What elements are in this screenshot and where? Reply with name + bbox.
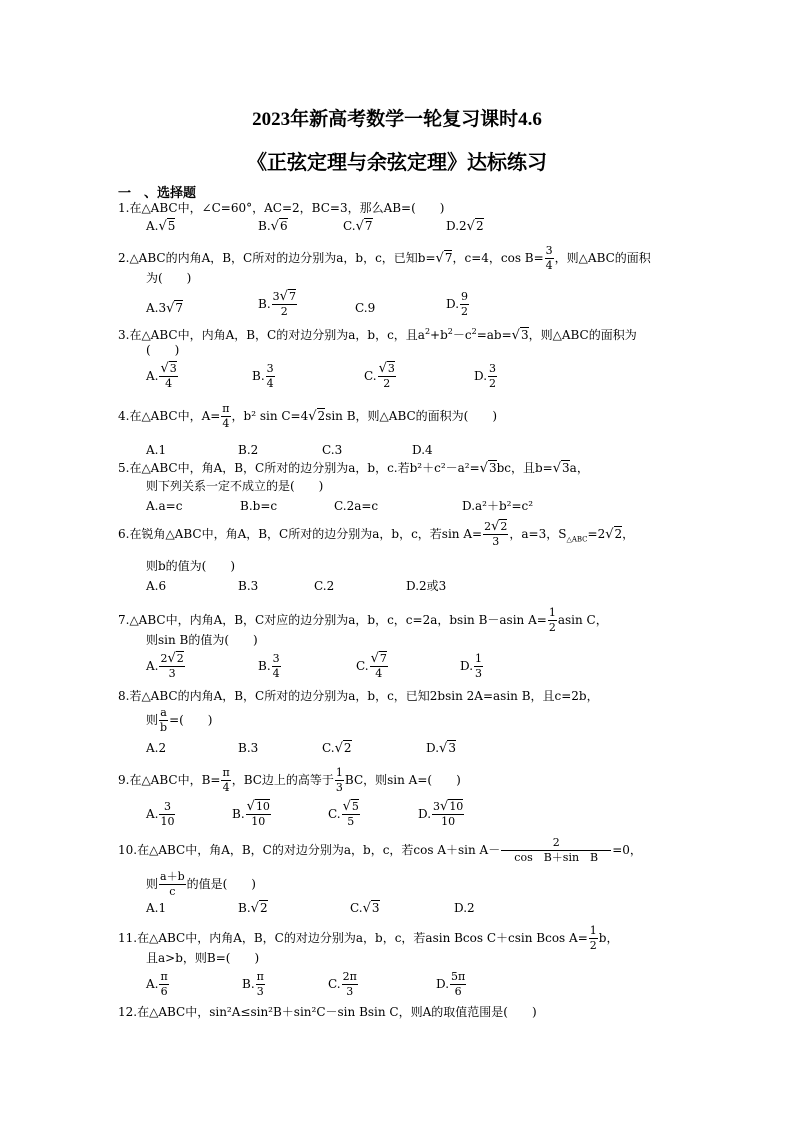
question-stem-cont: 为( ) [146,271,192,285]
question-stem: 2.△ABC的内角A，B，C所对的边分别为a，b，c，已知b=√7，c=4，cos B= $\frac{3}{4}$ ，则△ABC的面积 [118,244,651,272]
option-c: C. $\frac{√3}{2}$ [364,361,395,390]
option-d: D.2√2 [446,219,484,234]
option-c: C.2a=c [334,499,379,513]
option-c: C.√2 [322,741,352,756]
option-d: D.4 [412,443,433,457]
option-a: A.3√7 [146,301,184,316]
option-c: C.√3 [350,901,380,916]
option-c: C.√7 [343,219,373,234]
option-a: A.1 [146,443,167,457]
question-stem-cont: 且a>b，则B=( ) [146,951,260,965]
option-c: C.3 [322,443,343,457]
option-b: B. $\frac{\pi}{3}$ [242,970,264,998]
option-a: A. $\frac{3}{10}$ [146,800,175,828]
option-d: D. $\frac{1}{3}$ [460,652,483,680]
option-d: D.2或3 [406,579,447,593]
question-stem: 6.在锐角△ABC中，角A，B，C所对的边分别为a，b，c，若sin A= $\frac{2√2}{3}$ ，a=3，$S_{\triangle ABC}=2√2$， [118,519,635,548]
document-title: 2023年新高考数学一轮复习课时4.6 [252,109,542,130]
option-c: C.9 [355,301,376,315]
option-d: D. $\frac{5\pi}{6}$ [436,970,466,998]
question-stem-cont: 则 $\frac{a}{b}$ =( ) [146,706,213,734]
option-a: A. $\frac{√3}{4}$ [146,361,177,390]
option-a: A.2 [146,741,167,755]
option-a: A. $\frac{\pi}{6}$ [146,970,168,998]
option-b: B. $\frac{3}{4}$ [258,652,280,680]
option-c: C. $\frac{√5}{5}$ [328,799,359,828]
option-d: D. $\frac{3}{2}$ [474,362,497,390]
option-b: B. $\frac{3√7}{2}$ [258,289,296,318]
option-c: C.2 [314,579,335,593]
option-a: A. $\frac{2√2}{3}$ [146,651,184,680]
option-b: B.b=c [240,499,278,513]
document-subtitle: 《正弦定理与余弦定理》达标练习 [247,152,547,174]
question-stem: 12.在△ABC中，sin²A≤sin²B＋sin²C－sin Bsin C，则A的取值范围是( ) [118,1005,537,1019]
option-d: D. $\frac{3√10}{10}$ [418,799,464,828]
option-b: B. $\frac{√10}{10}$ [232,799,270,828]
question-stem: 4.在△ABC中，A= $\frac{\pi}{4}$ ，b² sin C=4√2sin B，则△ABC的面积为( ) [118,402,498,430]
question-stem: 9.在△ABC中，B= $\frac{\pi}{4}$ ，BC边上的高等于 $\frac{1}{3}$ BC，则sin A=( ) [118,766,461,794]
option-a: A.a=c [146,499,183,513]
question-stem: 8.若△ABC的内角A，B，C所对的边分别为a，b，c，已知2bsin 2A=asin B，且c=2b， [118,689,599,703]
option-b: B. $\frac{3}{4}$ [252,362,274,390]
question-stem-cont: 则sin B的值为( ) [146,633,258,647]
question-stem-cont: 则下列关系一定不成立的是( ) [146,479,324,493]
option-b: B.2 [238,443,259,457]
option-c: C. $\frac{2\pi}{3}$ [328,970,357,998]
question-stem-cont: ( ) [146,343,180,357]
question-stem-cont: 则 $\frac{a+b}{c}$ 的值是( ) [146,870,256,898]
option-c: C. $\frac{√7}{4}$ [356,651,387,680]
question-stem: 11.在△ABC中，内角A，B，C的对边分别为a，b，c，若asin Bcos C＋csin Bcos A= $\frac{1}{2}$ b， [118,924,619,952]
option-d: D.√3 [426,741,456,756]
question-stem: 3.在△ABC中，内角A，B，C的对边分别为a，b，c，且$a^2+b^2-c^2=ab=√3$，则△ABC的面积为 [118,327,637,343]
option-b: B.3 [238,579,259,593]
question-stem: 7.△ABC中，内角A，B，C对应的边分别为a，b，c，c=2a，bsin B－asin A= $\frac{1}{2}$ asin C， [118,606,608,634]
option-d: D.2 [454,901,475,915]
question-stem: 5.在△ABC中，角A，B，C所对的边分别为a，b，c.若b²＋c²－a²=√3bc，且b=√3a， [118,461,589,476]
option-b: B.3 [238,741,259,755]
option-a: A.√5 [146,219,176,234]
option-b: B.√2 [238,901,268,916]
option-a: A.6 [146,579,167,593]
question-stem: 10.在△ABC中，角A，B，C的对边分别为a，b，c，若cos A＋sin A－ $\frac{2}{\text{cos B＋sin B}}$ =0， [118,836,642,864]
section-heading: 一 、选择题 [118,186,197,201]
question-stem: 1.在△ABC中，∠C=60°，AC=2，BC=3，那么AB=( ) [118,201,445,215]
option-d: D.a²＋b²=c² [462,499,534,513]
question-stem-cont: 则b的值为( ) [146,559,236,573]
option-a: A.1 [146,901,167,915]
option-b: B.√6 [258,219,288,234]
option-d: D. $\frac{9}{2}$ [446,290,469,318]
